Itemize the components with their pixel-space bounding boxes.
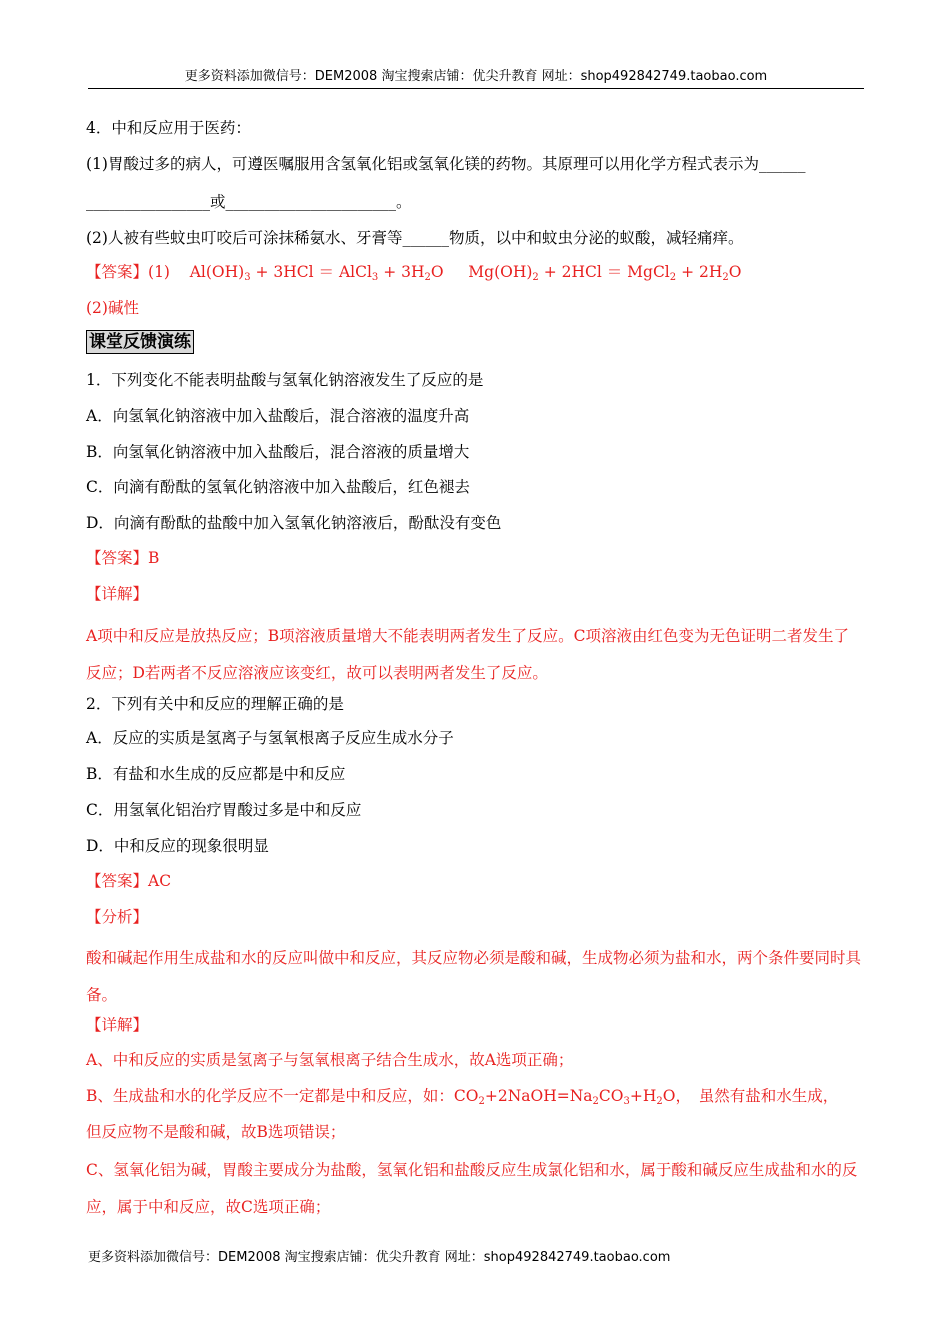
fb1-option-b: B．向氢氧化钠溶液中加入盐酸后，混合溶液的质量增大 — [86, 443, 470, 461]
fb1-answer: 【答案】B — [86, 549, 160, 567]
page-footer: 更多资料添加微信号：DEM2008 淘宝搜索店铺：优尖升教育 网址：shop492842749.taobao.com — [88, 1250, 671, 1265]
fb1-detail-tag: 【详解】 — [86, 585, 149, 603]
q4-part2: (2)人被有些蚊虫叮咬后可涂抹稀氨水、牙膏等______物质，以中和蚊虫分泌的蚁酸，减轻痛痒。 — [86, 229, 744, 247]
fb2-detail-b-line2: 但反应物不是酸和碱，故B选项错误； — [86, 1123, 346, 1141]
fb2-stem: 2．下列有关中和反应的理解正确的是 — [86, 695, 344, 713]
fb2-detail-a: A、中和反应的实质是氢离子与氢氧根离子结合生成水，故A选项正确； — [86, 1051, 574, 1069]
equation-aluminum: $Al(OH)_3 + 3HCl$ ＝ AlCl$_3$ + $3H_2O$ — [174, 263, 444, 283]
q4-answer — [86, 262, 741, 282]
page-header: 更多资料添加微信号：DEM2008 淘宝搜索店铺：优尖升教育 网址：shop492842749.taobao.com — [88, 66, 864, 89]
fb2-detail-b-text: B、生成盐和水的化学反应不一定都是中和反应，如： — [86, 1087, 454, 1105]
fb2-detail-c: C、氢氧化铝为碱，胃酸主要成分为盐酸，氢氧化铝和盐酸反应生成氯化铝和水，属于酸和碱反应生成盐和水的反应，属于中和反应，故C选项正确； — [86, 1161, 858, 1216]
fb2-detail-tag: 【详解】 — [86, 1016, 149, 1034]
fb2-detail-b-cont: ， 虽然有盐和水生成， — [675, 1087, 839, 1105]
fb2-answer: 【答案】AC — [86, 872, 172, 890]
equation-sodium-carbonate: $CO_2+2NaOH=Na_2CO_3+H_2O$ — [453, 1087, 676, 1107]
fb2-analysis: 酸和碱起作用生成盐和水的反应叫做中和反应，其反应物必须是酸和碱，生成物必须为盐和水，两个条件要同时具备。 — [86, 949, 862, 1004]
fb1-option-c: C．向滴有酚酞的氢氧化钠溶液中加入盐酸后，红色褪去 — [86, 478, 470, 496]
section-title: 课堂反馈演练 — [86, 330, 194, 354]
equation-magnesium: $Mg(OH)_2 + 2HCl$ ＝ MgCl$_2$ + $2H_2O$ — [448, 263, 742, 283]
fb1-option-d: D．向滴有酚酞的盐酸中加入氢氧化钠溶液后，酚酞没有变色 — [86, 514, 502, 532]
q4-title: 4．中和反应用于医药： — [86, 119, 251, 137]
q4-part1-blanks: ________________或______________________。 — [86, 193, 412, 211]
fb2-analysis-tag: 【分析】 — [86, 908, 149, 926]
fb2-detail-b-line1 — [86, 1086, 838, 1106]
fb2-option-b: B．有盐和水生成的反应都是中和反应 — [86, 765, 346, 783]
q4-answer-2: (2)碱性 — [86, 299, 139, 317]
fb1-stem: 1．下列变化不能表明盐酸与氢氧化钠溶液发生了反应的是 — [86, 371, 484, 389]
fb1-option-a: A．向氢氧化钠溶液中加入盐酸后，混合溶液的温度升高 — [86, 407, 470, 425]
fb1-detail: A项中和反应是放热反应；B项溶液质量增大不能表明两者发生了反应。C项溶液由红色变为无色证明二者发生了反应；D若两者不反应溶液应该变红，故可以表明两者发生了反应。 — [86, 627, 849, 682]
answer-tag: 【答案】 — [86, 263, 149, 281]
fb2-option-c: C．用氢氧化铝治疗胃酸过多是中和反应 — [86, 801, 362, 819]
answer-prefix: (1) — [148, 263, 170, 281]
q4-part1: (1)胃酸过多的病人，可遵医嘱服用含氢氧化铝或氢氧化镁的药物。其原理可以用化学方程式表示为______ — [86, 155, 806, 173]
fb2-option-d: D．中和反应的现象很明显 — [86, 837, 269, 855]
fb2-option-a: A．反应的实质是氢离子与氢氧根离子反应生成水分子 — [86, 729, 454, 747]
